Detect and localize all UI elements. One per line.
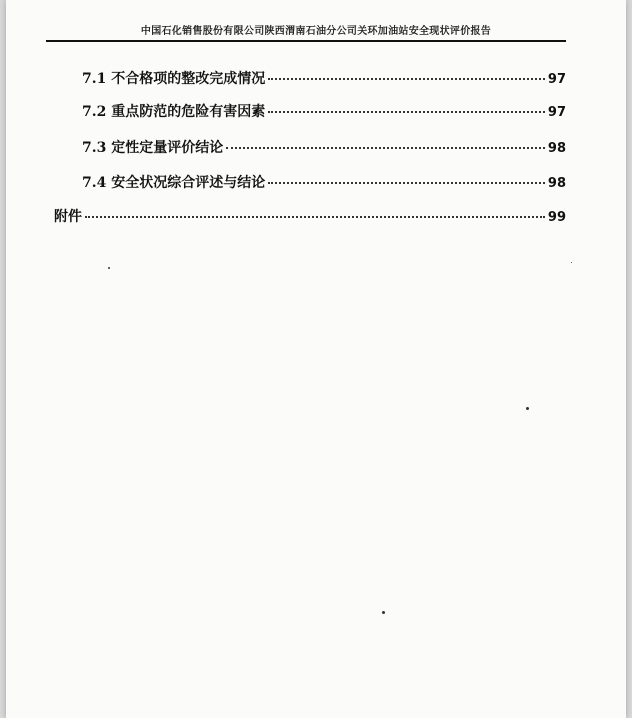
toc-entry-attachments[interactable] <box>54 206 566 226</box>
toc-entry-label: 附件 <box>54 209 82 225</box>
toc-entry-7-3[interactable] <box>82 137 566 157</box>
toc-entry-label: 7.1 不合格项的整改完成情况 <box>82 71 266 87</box>
toc-dot-leader <box>226 147 545 149</box>
toc-page-number: 99 <box>547 210 566 225</box>
toc-entry-7-4[interactable] <box>82 172 566 192</box>
page-header: 中国石化销售股份有限公司陕西渭南石油分公司关环加油站安全现状评价报告 <box>140 26 492 37</box>
toc-entry-label: 7.2 重点防范的危险有害因素 <box>82 104 266 120</box>
scan-speck <box>526 407 529 410</box>
toc-entry-7-1[interactable] <box>82 68 566 88</box>
header-rule <box>46 40 566 42</box>
toc-entry-label: 7.3 定性定量评价结论 <box>82 140 224 156</box>
toc-page-number: 97 <box>547 72 566 87</box>
document-page <box>6 0 626 718</box>
toc-page-number: 97 <box>547 105 566 120</box>
toc-page-number: 98 <box>547 141 566 156</box>
scan-speck <box>108 267 110 269</box>
toc-dot-leader <box>268 111 545 113</box>
scan-speck <box>571 262 572 263</box>
toc-entry-7-2[interactable] <box>82 101 566 121</box>
toc-dot-leader <box>85 216 545 218</box>
toc-page-number: 98 <box>547 176 566 191</box>
scan-speck <box>382 611 385 614</box>
toc-dot-leader <box>268 182 545 184</box>
toc-dot-leader <box>268 78 545 80</box>
toc-entry-label: 7.4 安全状况综合评述与结论 <box>82 175 266 191</box>
